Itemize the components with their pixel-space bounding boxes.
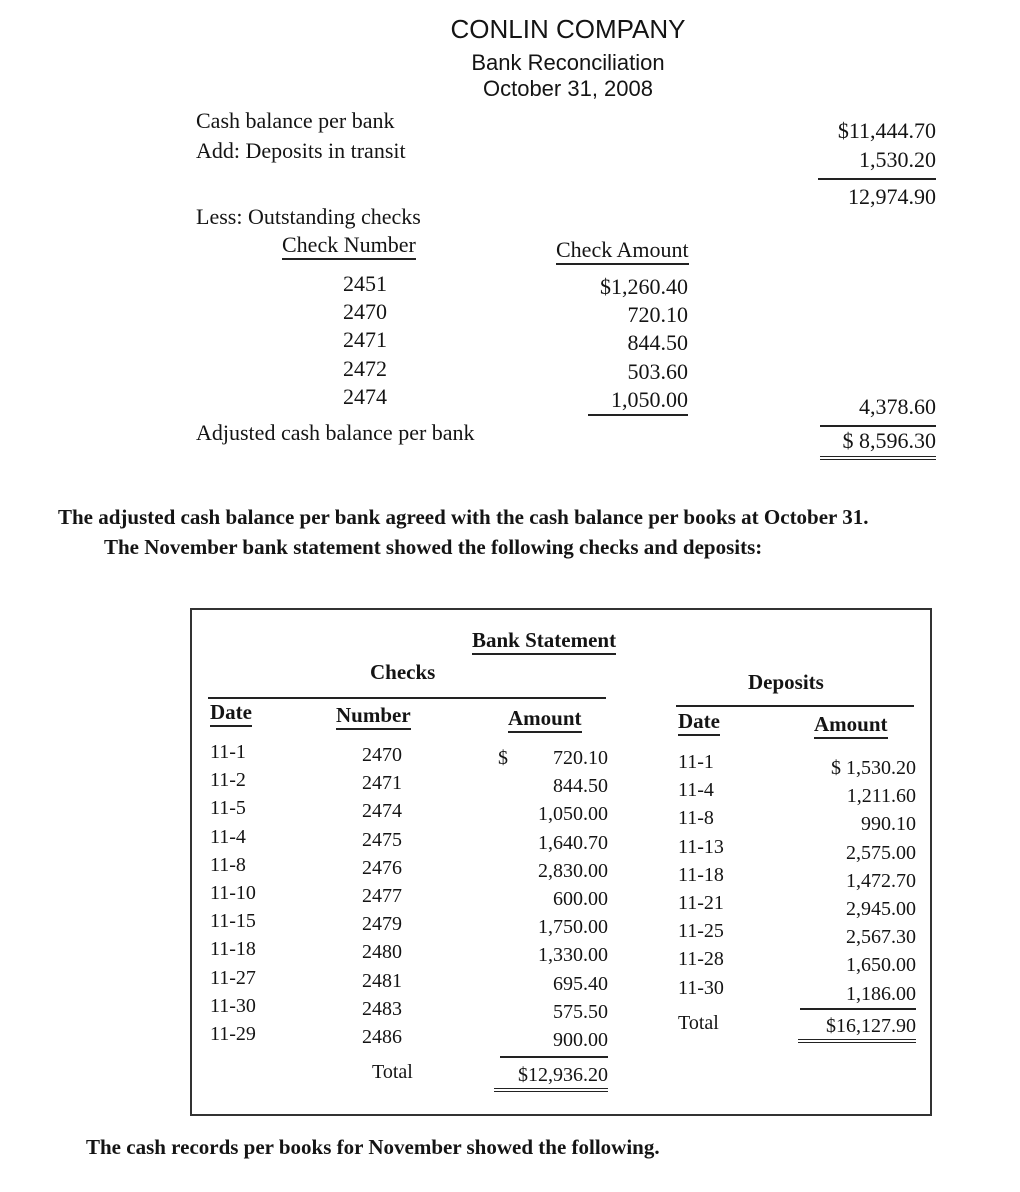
check-number: 2476 — [362, 856, 402, 879]
bank-statement-title: Bank Statement — [472, 628, 616, 655]
deposit-date: 11-30 — [678, 976, 724, 999]
deposits-date-header: Date — [678, 709, 720, 736]
deposits-header-rule — [676, 705, 914, 707]
deposit-amount: 1,211.60 — [846, 785, 916, 808]
narrative-line-2: The November bank statement showed the following checks and deposits: — [104, 535, 763, 559]
check-number: 2480 — [362, 941, 402, 964]
checks-total-value: $12,936.20 — [494, 1064, 608, 1092]
check-amount: 600.00 — [553, 887, 608, 910]
check-amount: 844.50 — [553, 775, 608, 798]
deposit-amount: 2,567.30 — [846, 926, 916, 949]
check-number: 2471 — [362, 772, 402, 795]
checks-header-rule — [208, 697, 606, 699]
deposits-amount-column — [790, 754, 916, 1008]
subtotal-value: 12,974.90 — [848, 184, 936, 209]
deposit-amount: 2,575.00 — [846, 841, 916, 864]
check-date: 11-15 — [210, 910, 256, 933]
check-number: 2470 — [362, 744, 402, 766]
checks-header: Checks — [370, 660, 436, 684]
deposit-amount: 990.10 — [861, 813, 916, 836]
outstanding-checks-total: 4,378.60 — [859, 394, 936, 419]
check-date: 11-30 — [210, 994, 256, 1017]
footer-text: The cash records per books for November showed the following. — [86, 1135, 660, 1159]
check-number: 2481 — [362, 969, 402, 992]
check-amount: 900.00 — [553, 1028, 608, 1051]
checks-total-rule — [500, 1056, 608, 1058]
outstanding-check-number: 2471 — [343, 327, 387, 353]
deposits-in-transit-value: 1,530.20 — [859, 147, 936, 172]
checks-date-header: Date — [210, 700, 252, 727]
company-name: CONLIN COMPANY — [450, 14, 686, 44]
check-amount: 1,050.00 — [538, 803, 608, 826]
check-amount: 1,640.70 — [538, 831, 608, 854]
checks-dollar-sign: $ — [498, 747, 508, 769]
cash-balance-value: $11,444.70 — [837, 118, 936, 143]
deposit-amount: 2,945.00 — [846, 897, 916, 920]
narrative-line-1: The adjusted cash balance per bank agreed with the cash balance per books at October 31. — [58, 505, 869, 529]
check-amount: 2,830.00 — [538, 859, 608, 882]
check-date: 11-18 — [210, 938, 256, 961]
cash-balance-label: Cash balance per bank — [196, 108, 395, 133]
deposit-date: 11-18 — [678, 863, 724, 886]
checks-amount-header: Amount — [508, 706, 582, 733]
deposits-total-rule — [800, 1008, 916, 1010]
report-title: Bank Reconciliation — [471, 50, 665, 75]
adjusted-balance-label: Adjusted cash balance per bank — [196, 420, 475, 445]
outstanding-check-amount: 503.60 — [627, 358, 688, 384]
check-amount: 575.50 — [553, 1000, 608, 1023]
deposits-header: Deposits — [748, 670, 824, 694]
deposit-amount: 1,650.00 — [846, 954, 916, 977]
report-date: October 31, 2008 — [482, 76, 653, 101]
deposit-date: 11-4 — [678, 779, 714, 802]
adjusted-balance-value: $ 8,596.30 — [820, 428, 936, 460]
outstanding-check-amount: 720.10 — [627, 302, 688, 328]
check-number: 2479 — [362, 913, 402, 936]
deposit-date: 11-13 — [678, 835, 724, 858]
deposit-amount: 1,186.00 — [846, 982, 916, 1005]
adjusted-rule — [820, 425, 936, 427]
check-date: 11-27 — [210, 966, 256, 989]
check-amount: 720.10 — [553, 747, 608, 769]
check-amount: 695.40 — [553, 972, 608, 995]
deposit-amount: 1,472.70 — [846, 869, 916, 892]
check-date: 11-2 — [210, 769, 246, 792]
outstanding-check-number: 2451 — [343, 271, 387, 296]
deposit-amount: $ 1,530.20 — [831, 757, 916, 779]
outstanding-check-number: 2474 — [343, 383, 387, 409]
deposits-amount-header: Amount — [814, 712, 888, 739]
check-date: 11-10 — [210, 881, 256, 904]
checks-amount-column — [500, 744, 608, 1054]
check-number: 2477 — [362, 884, 402, 907]
check-date: 11-5 — [210, 797, 246, 820]
check-amount: 1,330.00 — [538, 944, 608, 967]
outstanding-check-amount: 1,050.00 — [611, 386, 688, 412]
check-date: 11-8 — [210, 853, 246, 876]
deposits-total-value: $16,127.90 — [798, 1015, 916, 1043]
outstanding-checks-rule — [588, 414, 688, 416]
check-number: 2475 — [362, 828, 402, 851]
outstanding-check-amount: $1,260.40 — [600, 274, 688, 299]
check-number: 2483 — [362, 997, 402, 1020]
check-amount: 1,750.00 — [538, 916, 608, 939]
subtotal-rule — [818, 178, 936, 180]
outstanding-check-amount: 844.50 — [627, 330, 688, 356]
deposits-in-transit-label: Add: Deposits in transit — [196, 138, 406, 163]
check-date: 11-1 — [210, 741, 246, 763]
outstanding-check-amounts — [560, 273, 688, 414]
deposits-date-column — [678, 748, 748, 1002]
outstanding-checks-label: Less: Outstanding checks — [196, 204, 421, 229]
check-date: 11-29 — [210, 1022, 256, 1045]
deposit-date: 11-1 — [678, 751, 714, 773]
checks-date-column — [210, 738, 280, 1048]
deposits-total-label: Total — [678, 1012, 719, 1034]
deposit-date: 11-28 — [678, 948, 724, 971]
outstanding-check-number: 2470 — [343, 299, 387, 325]
checks-number-column — [344, 741, 420, 1051]
deposit-date: 11-8 — [678, 807, 714, 830]
check-number-header: Check Number — [282, 232, 416, 260]
checks-total-label: Total — [372, 1061, 413, 1083]
deposit-date: 11-21 — [678, 891, 724, 914]
outstanding-check-numbers — [320, 270, 410, 411]
check-amount-header: Check Amount — [556, 237, 689, 265]
check-date: 11-4 — [210, 825, 246, 848]
check-number: 2474 — [362, 800, 402, 823]
outstanding-check-number: 2472 — [343, 355, 387, 381]
deposit-date: 11-25 — [678, 920, 724, 943]
check-number: 2486 — [362, 1025, 402, 1048]
checks-number-header: Number — [336, 703, 411, 730]
